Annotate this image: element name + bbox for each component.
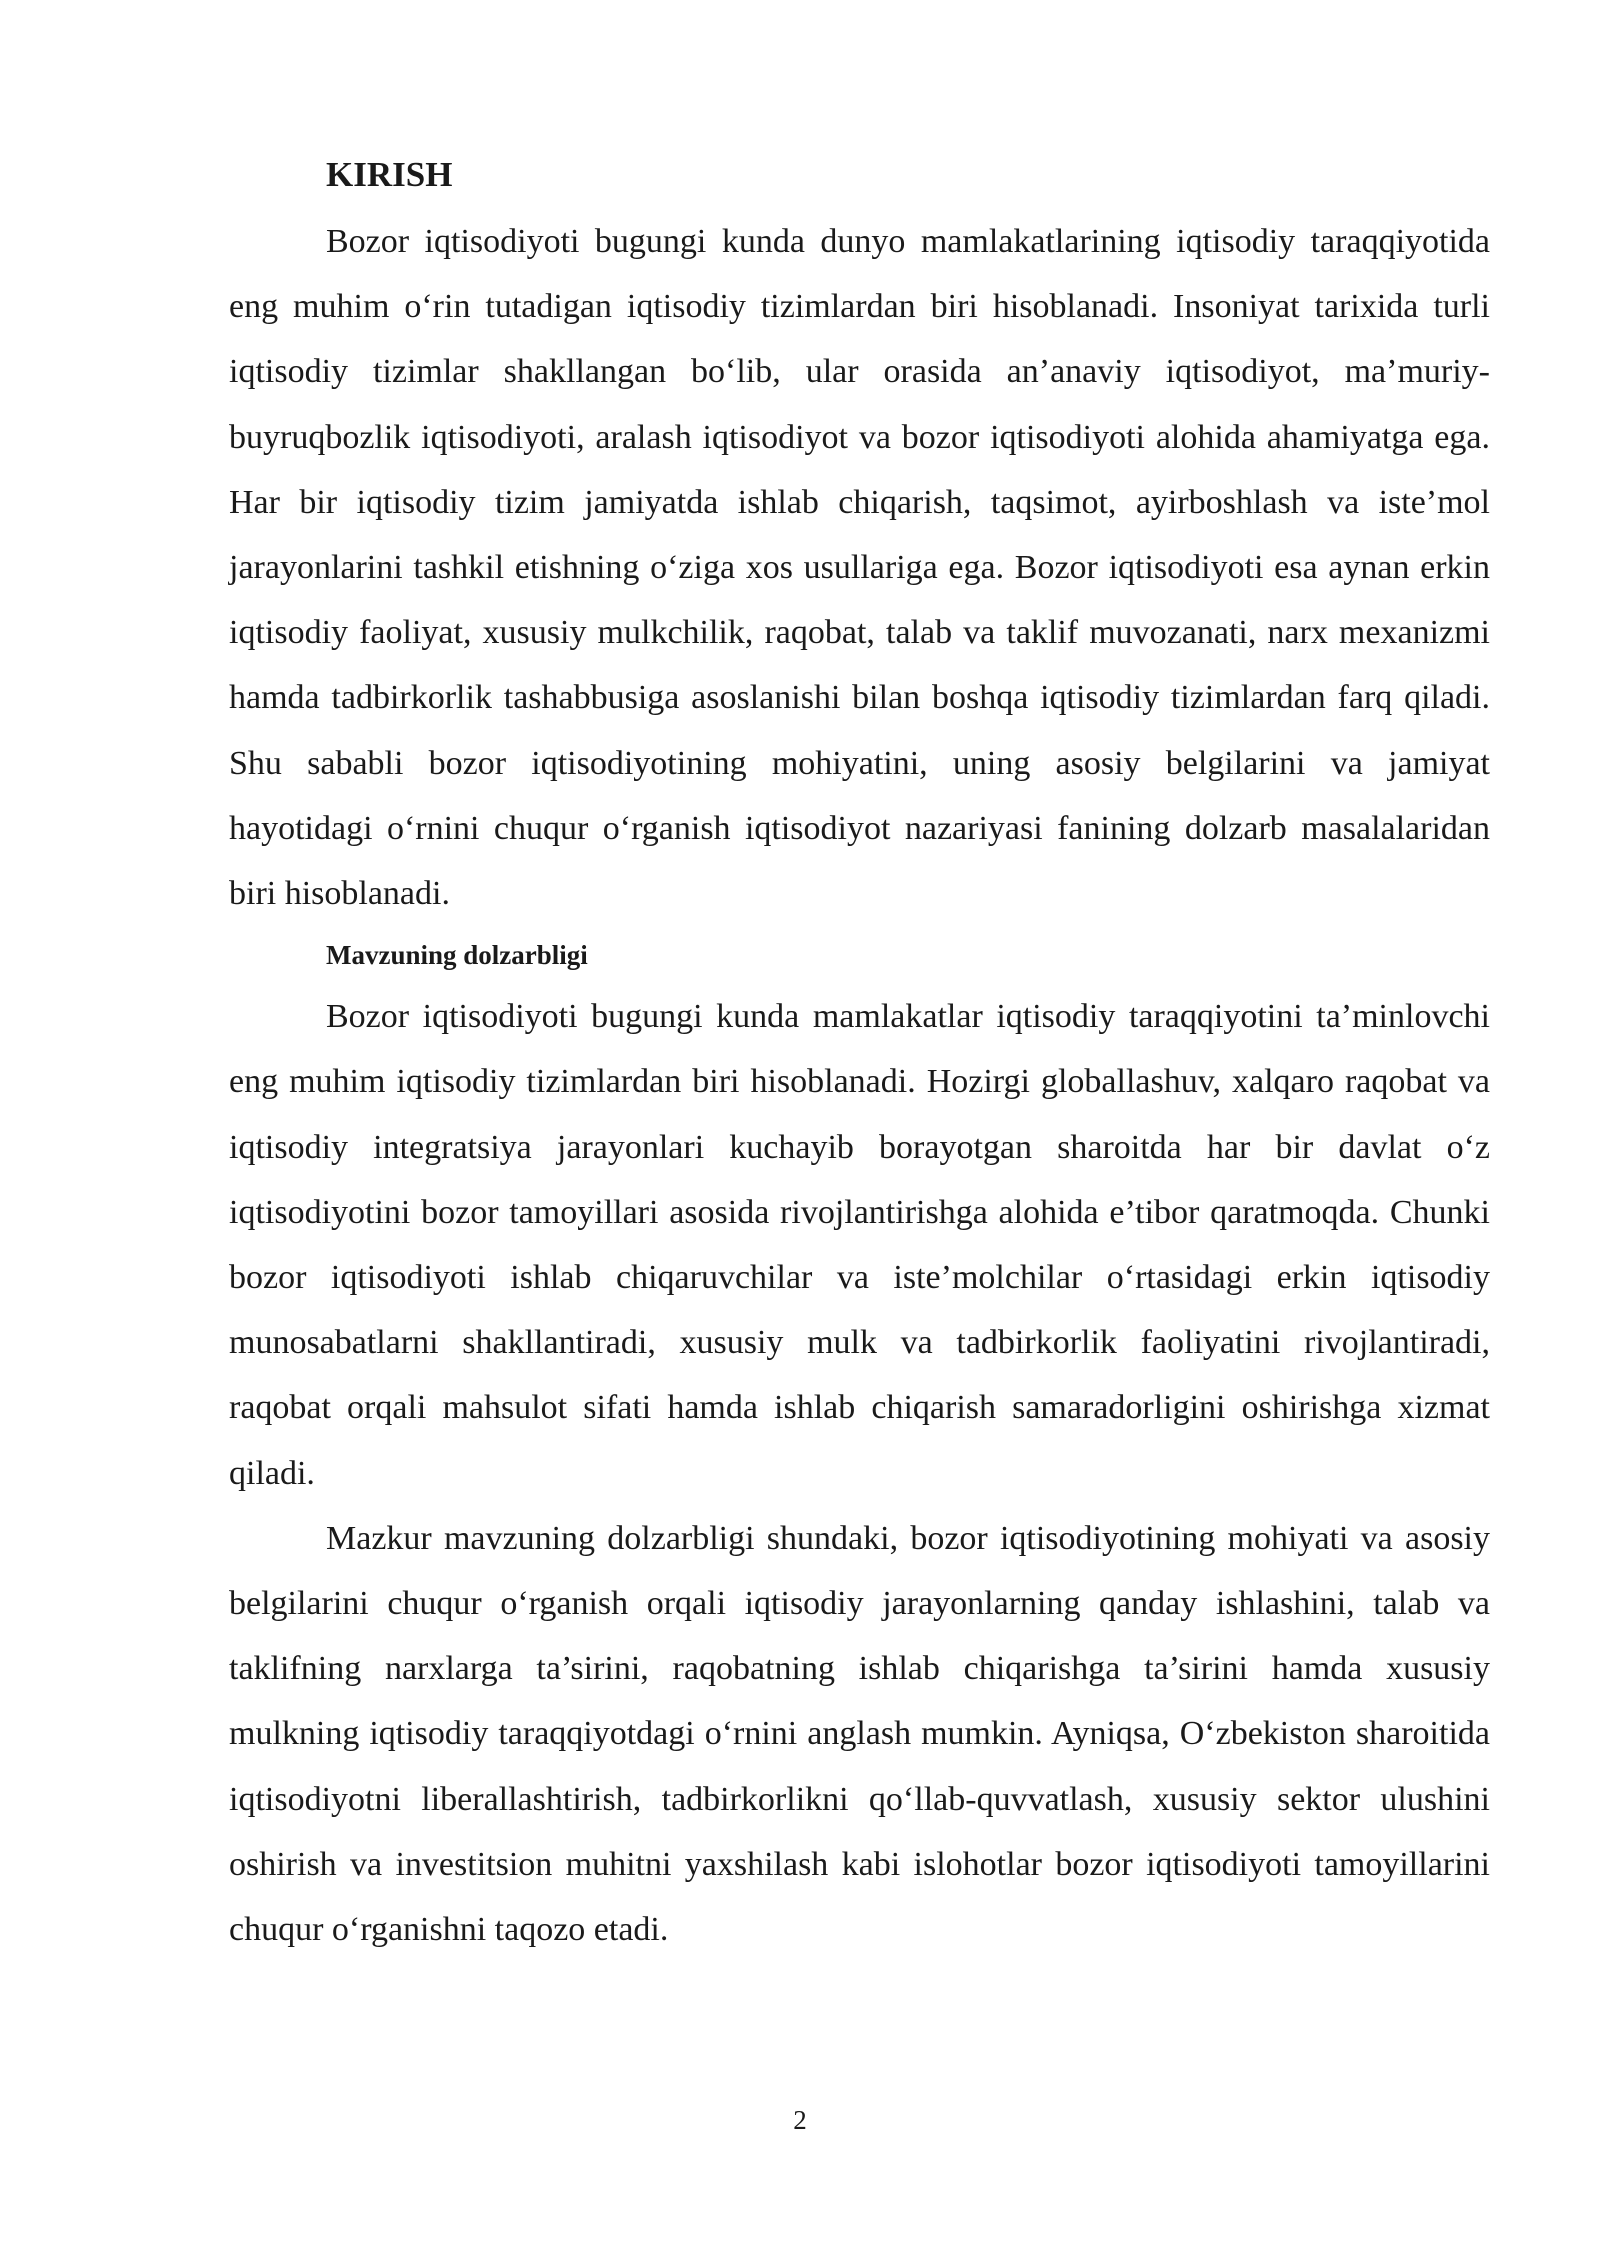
- relevance-paragraph-1: Bozor iqtisodiyoti bugungi kunda mamlakatlar iqtisodiy taraqqiyotini ta’minlovchi eng muhim iqtisodiy tizimlardan biri hisoblanadi. Hozirgi globallashuv, xalqaro raqobat va iqtisodiy integratsiya jarayonlari kuchayib borayotgan sharoitda har bir davlat o‘z iqtisodiyotini bozor tamoyillari asosida rivojlantirishga alohida e’tibor qaratmoqda. Chunki bozor iqtisodiyoti ishlab chiqaruvchilar va iste’molchilar o‘rtasidagi erkin iqtisodiy munosabatlarni shakllantiradi, xususiy mulk va tadbirkorlik faoliyatini rivojlantiradi, raqobat orqali mahsulot sifati hamda ishlab chiqarish samaradorligini oshirishga xizmat qiladi.: [229, 998, 1490, 1492]
- section-heading: KIRISH: [326, 155, 453, 194]
- intro-paragraph: Bozor iqtisodiyoti bugungi kunda dunyo mamlakatlarining iqtisodiy taraqqiyotida eng muhim o‘rin tutadigan iqtisodiy tizimlardan biri hisoblanadi. Insoniyat tarixida turli iqtisodiy tizimlar shakllangan bo‘lib, ular orasida an’anaviy iqtisodiyot, ma’muriy-buyruqbozlik iqtisodiyoti, aralash iqtisodiyot va bozor iqtisodiyoti alohida ahamiyatga ega. Har bir iqtisodiy tizim jamiyatda ishlab chiqarish, taqsimot, ayirboshlash va iste’mol jarayonlarini tashkil etishning o‘ziga xos usullariga ega. Bozor iqtisodiyoti esa aynan erkin iqtisodiy faoliyat, xususiy mulkchilik, raqobat, talab va taklif muvozanati, narx mexanizmi hamda tadbirkorlik tashabbusiga asoslanishi bilan boshqa iqtisodiy tizimlardan farq qiladi. Shu sababli bozor iqtisodiyotining mohiyatini, uning asosiy belgilarini va jamiyat hayotidagi o‘rnini chuqur o‘rganish iqtisodiyot nazariyasi fanining dolzarb masalalaridan biri hisoblanadi.: [229, 223, 1490, 913]
- relevance-paragraph-2: Mazkur mavzuning dolzarbligi shundaki, bozor iqtisodiyotining mohiyati va asosiy belgilarini chuqur o‘rganish orqali iqtisodiy jarayonlarning qanday ishlashini, talab va taklifning narxlarga ta’sirini, raqobatning ishlab chiqarishga ta’sirini hamda xususiy mulkning iqtisodiy taraqqiyotdagi o‘rnini anglash mumkin. Ayniqsa, O‘zbekiston sharoitida iqtisodiyotni liberallashtirish, tadbirkorlikni qo‘llab-quvvatlash, xususiy sektor ulushini oshirish va investitsion muhitni yaxshilash kabi islohotlar bozor iqtisodiyoti tamoyillarini chuqur o‘rganishni taqozo etadi.: [229, 1519, 1490, 1949]
- page-number: 2: [793, 2105, 807, 2135]
- subsection-heading: Mavzuning dolzarbligi: [326, 940, 588, 971]
- page-body: [229, 146, 1490, 1962]
